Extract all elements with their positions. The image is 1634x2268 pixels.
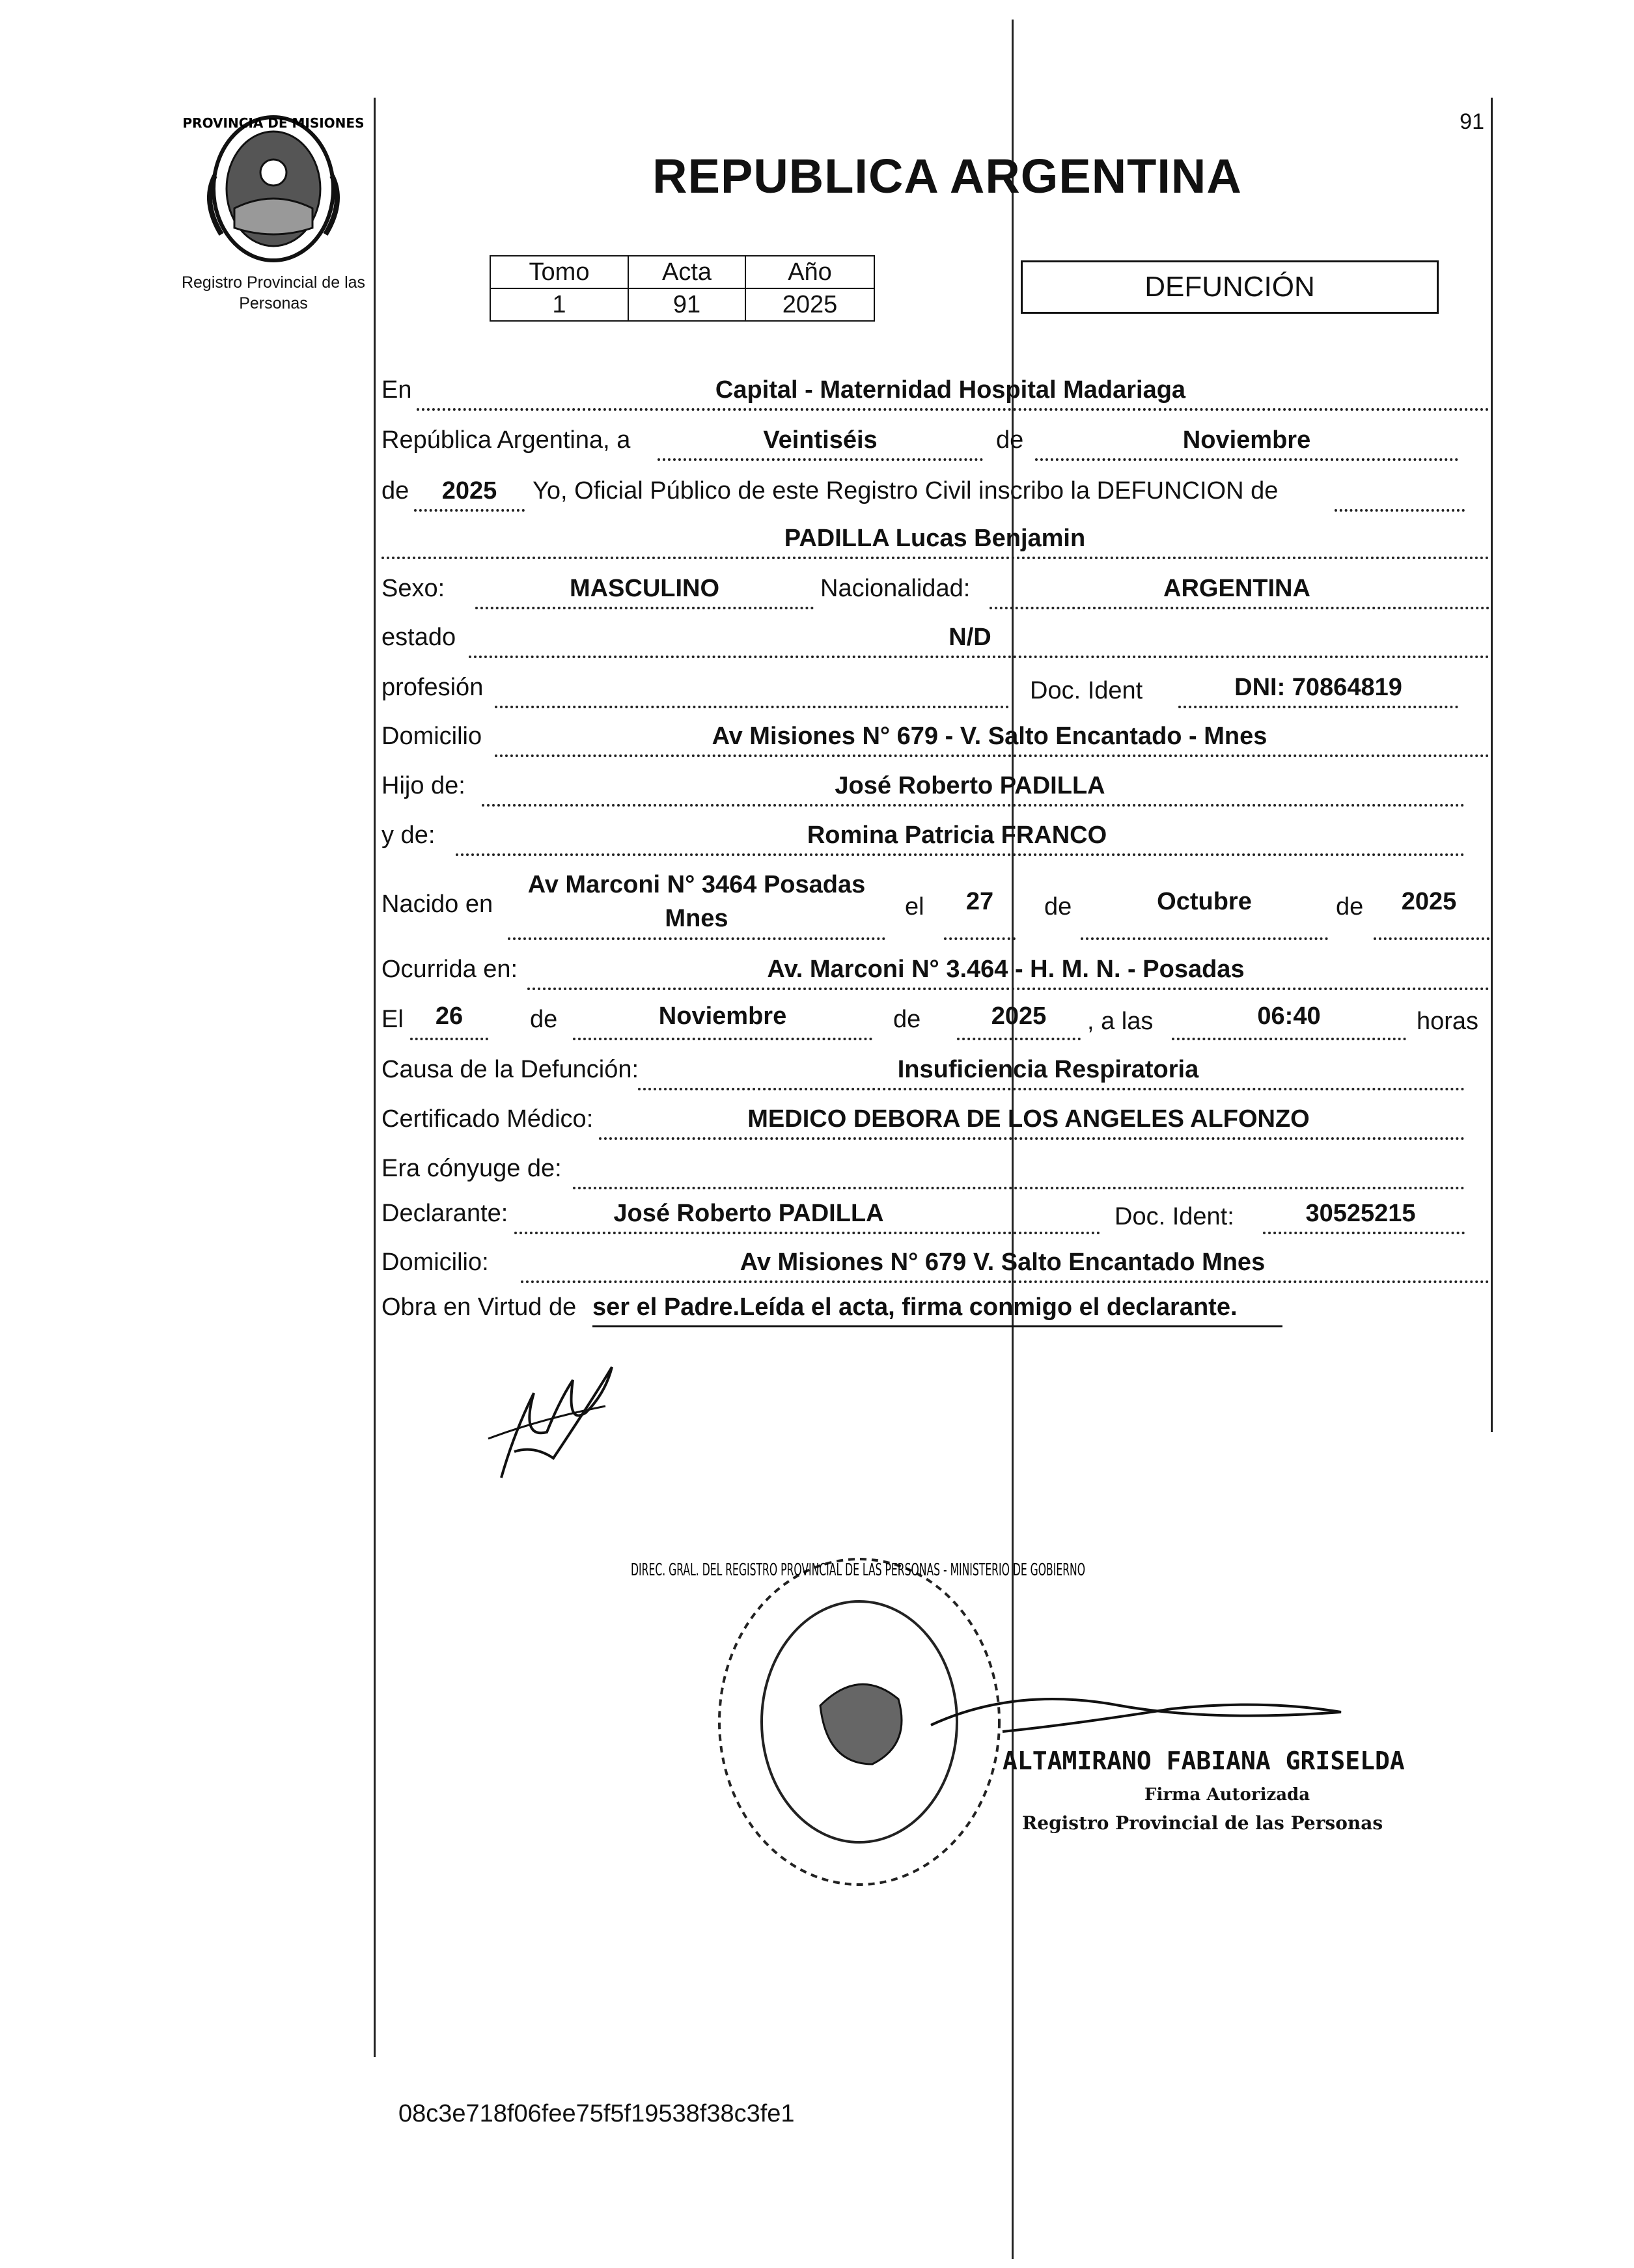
page-number: 91 xyxy=(1460,109,1484,134)
dni-value: DNI: 70864819 xyxy=(1234,674,1402,701)
de2-label: de xyxy=(381,477,409,505)
table-header-acta: Acta xyxy=(628,256,745,288)
dotted-line xyxy=(527,988,1489,990)
doc-ident-label: Doc. Ident xyxy=(1030,677,1143,704)
nac-mes-value: Octubre xyxy=(1157,888,1252,915)
dotted-line xyxy=(1374,937,1489,940)
declarante-label: Declarante: xyxy=(381,1200,508,1227)
conyuge-label: Era cónyuge de: xyxy=(381,1155,562,1182)
record-table-header-row xyxy=(490,256,874,288)
de6-label: de xyxy=(893,1006,921,1033)
nacido-lugar-line1: Av Marconi N° 3464 Posadas xyxy=(527,871,866,898)
obra-underline xyxy=(592,1325,1282,1327)
domicilio-value: Av Misiones N° 679 - V. Salto Encantado - Mnes xyxy=(712,723,1267,750)
dotted-line xyxy=(573,1187,1465,1189)
en-label: En xyxy=(381,376,412,404)
dotted-line xyxy=(573,1038,872,1040)
nacionalidad-value: ARGENTINA xyxy=(1163,575,1310,602)
dotted-line xyxy=(456,853,1465,856)
province-seal-logo xyxy=(182,111,365,267)
dotted-line xyxy=(482,804,1465,807)
domicilio2-value: Av Misiones N° 679 V. Salto Encantado Mnes xyxy=(740,1249,1266,1276)
signatory-name: ALTAMIRANO FABIANA GRISELDA xyxy=(1003,1747,1405,1775)
table-value-anio: 2025 xyxy=(745,288,874,321)
record-table-value-row xyxy=(490,288,874,321)
anio-value: 2025 xyxy=(441,477,497,505)
causa-value: Insuficiencia Respiratoria xyxy=(897,1056,1199,1083)
def-anio-value: 2025 xyxy=(991,1003,1047,1030)
dia-value: Veintiséis xyxy=(763,426,878,454)
dotted-line xyxy=(599,1137,1465,1140)
left-border-line xyxy=(374,98,376,2057)
declarant-signature xyxy=(475,1354,631,1484)
alas-label: , a las xyxy=(1087,1008,1154,1035)
lugar-value: Capital - Maternidad Hospital Madariaga xyxy=(715,376,1186,404)
de4-label: de xyxy=(1336,893,1364,920)
causa-label: Causa de la Defunción: xyxy=(381,1056,639,1083)
dotted-line xyxy=(638,1088,1465,1090)
def-mes-value: Noviembre xyxy=(658,1003,787,1030)
padre-value: José Roberto PADILLA xyxy=(835,772,1105,799)
dotted-line xyxy=(1335,509,1465,512)
de5-label: de xyxy=(530,1006,558,1033)
domicilio2-label: Domicilio: xyxy=(381,1249,489,1276)
dotted-line xyxy=(495,706,1009,708)
profesion-label: profesión xyxy=(381,674,484,701)
de3-label: de xyxy=(1044,893,1072,920)
sexo-value: MASCULINO xyxy=(569,575,720,602)
hijo-label: Hijo de: xyxy=(381,772,465,799)
dotted-line xyxy=(1081,937,1328,940)
table-value-acta: 91 xyxy=(628,288,745,321)
hora-value: 06:40 xyxy=(1257,1003,1321,1030)
oficial-text: Yo, Oficial Público de este Registro Civil inscribo la DEFUNCION de xyxy=(533,477,1279,505)
right-border-line xyxy=(1491,98,1493,1432)
nacido-label: Nacido en xyxy=(381,891,493,918)
el-label: el xyxy=(905,893,924,920)
mes-value: Noviembre xyxy=(1182,426,1311,454)
dotted-line xyxy=(990,607,1489,609)
registry-label: Registro Provincial de las Personas xyxy=(181,273,366,312)
doc-ident2-label: Doc. Ident: xyxy=(1115,1203,1234,1230)
nacido-lugar-line2: Mnes xyxy=(665,905,728,932)
el2-label: El xyxy=(381,1006,404,1033)
dotted-line xyxy=(658,458,983,461)
page-title: REPUBLICA ARGENTINA xyxy=(652,149,1242,203)
yde-label: y de: xyxy=(381,822,436,849)
certificado-value: MEDICO DEBORA DE LOS ANGELES ALFONZO xyxy=(747,1105,1310,1133)
dotted-line xyxy=(1035,458,1458,461)
dotted-line xyxy=(469,656,1489,658)
stamp-text: DIREC. GRAL. DEL REGISTRO PROVINCIAL DE LAS PERSONAS - MINISTERIO DE GOBIERNO xyxy=(631,1560,1085,1581)
declarante-doc-value: 30525215 xyxy=(1305,1200,1416,1227)
dotted-line xyxy=(514,1232,1100,1234)
nacionalidad-label: Nacionalidad: xyxy=(820,575,971,602)
dotted-line xyxy=(1172,1038,1406,1040)
declarante-value: José Roberto PADILLA xyxy=(613,1200,884,1227)
dotted-line xyxy=(381,557,1489,559)
record-table xyxy=(490,255,875,322)
estado-value: N/D xyxy=(949,624,991,651)
dotted-line xyxy=(957,1038,1081,1040)
def-dia-value: 26 xyxy=(435,1003,464,1030)
madre-value: Romina Patricia FRANCO xyxy=(807,822,1107,849)
obra-value: ser el Padre.Leída el acta, firma conmigo el declarante. xyxy=(592,1293,1238,1321)
nac-anio-value: 2025 xyxy=(1401,888,1457,915)
dotted-line xyxy=(944,937,1016,940)
obra-label: Obra en Virtud de xyxy=(381,1293,577,1321)
signatory-registry-label: Registro Provincial de las Personas xyxy=(1022,1812,1383,1834)
de-label: de xyxy=(996,426,1024,454)
republica-label: República Argentina, a xyxy=(381,426,631,454)
authorized-signature-label: Firma Autorizada xyxy=(1144,1785,1310,1805)
ocurrida-label: Ocurrida en: xyxy=(381,956,518,983)
dotted-line xyxy=(1178,706,1458,708)
horas-label: horas xyxy=(1417,1008,1479,1035)
estado-label: estado xyxy=(381,624,456,651)
dotted-line xyxy=(417,408,1489,411)
nac-dia-value: 27 xyxy=(965,888,994,915)
dotted-line xyxy=(521,1280,1489,1283)
nombre-value: PADILLA Lucas Benjamin xyxy=(784,525,1086,552)
dotted-line xyxy=(475,607,814,609)
table-value-tomo: 1 xyxy=(490,288,628,321)
certificado-label: Certificado Médico: xyxy=(381,1105,594,1133)
dotted-line xyxy=(508,937,885,940)
seal-text-top: PROVINCIA DE MISIONES xyxy=(182,115,365,131)
sexo-label: Sexo: xyxy=(381,575,445,602)
domicilio-label: Domicilio xyxy=(381,723,482,750)
table-header-tomo: Tomo xyxy=(490,256,628,288)
dotted-line xyxy=(1263,1232,1465,1234)
act-type-box: DEFUNCIÓN xyxy=(1021,260,1439,314)
dotted-line xyxy=(414,509,525,512)
table-header-anio: Año xyxy=(745,256,874,288)
official-signature xyxy=(924,1673,1354,1751)
document-hash: 08c3e718f06fee75f5f19538f38c3fe1 xyxy=(398,2100,795,2127)
ocurrida-value: Av. Marconi N° 3.464 - H. M. N. - Posadas xyxy=(767,956,1245,983)
dotted-line xyxy=(495,754,1489,757)
dotted-line xyxy=(410,1038,488,1040)
